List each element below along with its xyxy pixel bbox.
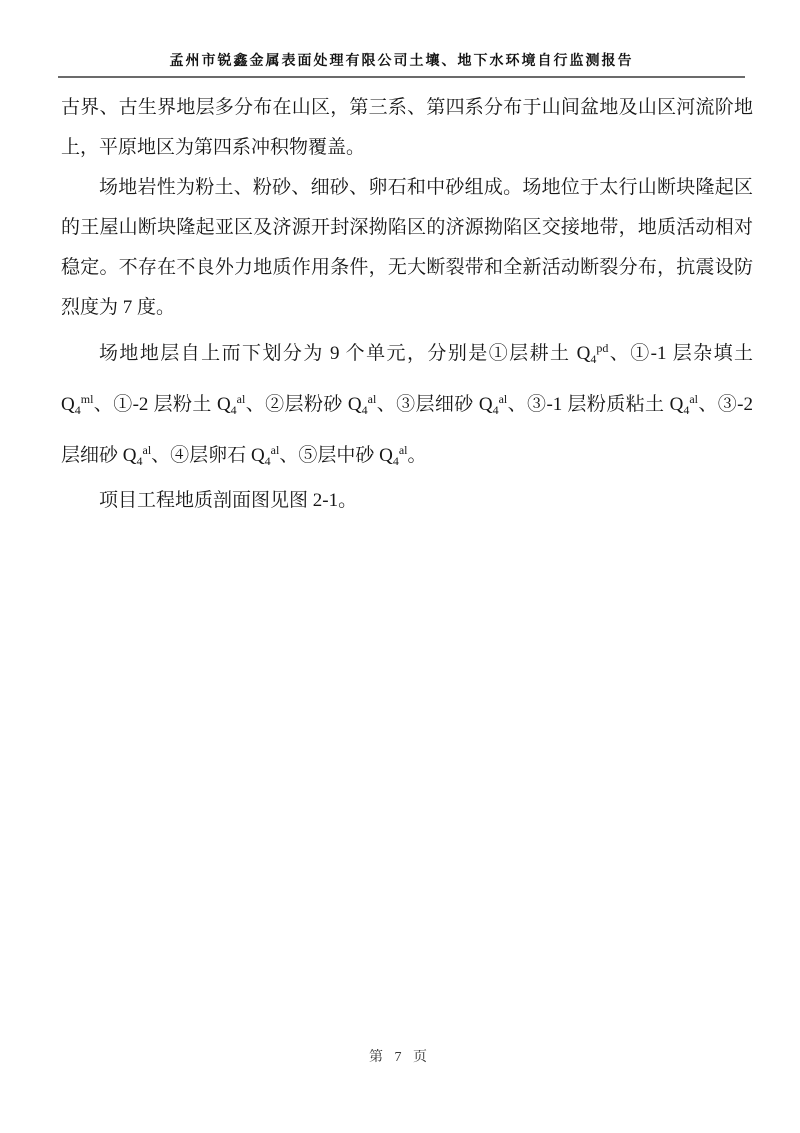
stratum-code: $Q_4^{al}$ bbox=[379, 443, 408, 468]
page-header bbox=[58, 50, 745, 78]
stratum-code: $Q_4^{al}$ bbox=[250, 443, 280, 468]
page-footer bbox=[0, 1046, 800, 1066]
stratum-code: $Q_4^{al}$ bbox=[478, 392, 508, 417]
stratum-code: $Q_4^{pd}$ bbox=[576, 341, 609, 366]
paragraph: 场地地层自上而下划分为 9 个单元，分别是①层耕土 $Q_4^{pd}$、①-1 层杂填土 $Q_4^{ml}$、①-2 层粉土 $Q_4^{al}$、②层粉砂 $Q_4^{al}$、③层细砂 $Q_4^{al}$、③-1 层粉质粘土 $Q_4^{al}$、③-2 层细砂 $Q_4^{al}$、④层卵石 $Q_4^{al}$、⑤层中砂 $Q_4^{al}$。 bbox=[61, 341, 754, 468]
stratum-code: $Q_4^{al}$ bbox=[216, 392, 246, 417]
header-title: 孟州市锐鑫金属表面处理有限公司土壤、地下水环境自行监测报告 bbox=[169, 54, 634, 69]
paragraph: 场地岩性为粉土、粉砂、细砂、卵石和中砂组成。场地位于太行山断块隆起区的王屋山断块隆起亚区及济源开封深拗陷区的济源拗陷区交接地带，地质活动相对稳定。不存在不良外力地质作用条件，无大断裂带和全新活动断裂分布，抗震设防烈度为 7 度。 bbox=[61, 177, 753, 318]
paragraph: 项目工程地质剖面图见图 2-1。 bbox=[99, 490, 358, 511]
document-body bbox=[61, 88, 753, 521]
stratum-code: $Q_4^{ml}$ bbox=[61, 392, 94, 417]
stratum-code: $Q_4^{al}$ bbox=[122, 443, 152, 468]
page-number: 第 7 页 bbox=[369, 1050, 431, 1065]
header-rule bbox=[58, 76, 745, 78]
stratum-code: $Q_4^{al}$ bbox=[669, 392, 698, 417]
paragraph: 古界、古生界地层多分布在山区，第三系、第四系分布于山间盆地及山区河流阶地上，平原地区为第四系冲积物覆盖。 bbox=[61, 97, 753, 158]
stratum-code: $Q_4^{al}$ bbox=[347, 392, 377, 417]
